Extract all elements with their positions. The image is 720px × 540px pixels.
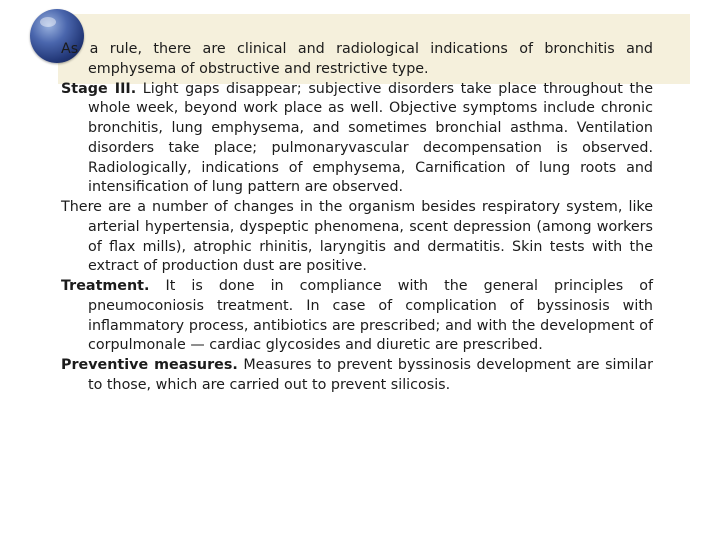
paragraph-text: As a rule, there are clinical and radiological indications of bronchitis and emphysema of obstructive and restrictive type. <box>61 41 653 77</box>
paragraph-other-changes <box>61 198 653 277</box>
paragraph-preventive-measures <box>61 356 653 396</box>
paragraph-text: Light gaps disappear; subjective disorders take place throughout the whole week, beyond work place as well. Objective symptoms include chronic bronchitis, lung emphysema, and sometimes bronchial asthma. Ventilation disorders take place; pulmonaryvascular decompensation is observed. Radiologically, indications of emphysema, Carnification of lung roots and intensification of lung pattern are observed. <box>88 80 653 196</box>
slide-body <box>61 40 653 396</box>
paragraph-text: There are a number of changes in the organism besides respiratory system, like arterial hypertensia, dyspeptic phenomena, scent depression (among workers of flax mills), atrophic rhinitis, laryngitis and dermatitis. Skin tests with the extract of production dust are positive. <box>61 199 653 275</box>
paragraph-text: Measures to prevent byssinosis development are similar to those, which are carried out to prevent silicosis. <box>88 357 654 393</box>
paragraph-lead: Stage III. <box>61 80 137 97</box>
paragraph-stage-three <box>61 80 653 199</box>
paragraph-treatment <box>61 277 653 356</box>
paragraph-intro <box>61 40 653 80</box>
paragraph-lead: Preventive measures. <box>61 357 238 373</box>
paragraph-text: It is done in compliance with the general principles of pneumoconiosis treatment. In case of complication of byssinosis with inflammatory process, antibiotics are prescribed; and with the development of corpulmonale — cardiac glycosides and diuretic are prescribed. <box>88 278 653 354</box>
paragraph-lead: Treatment. <box>61 278 150 294</box>
